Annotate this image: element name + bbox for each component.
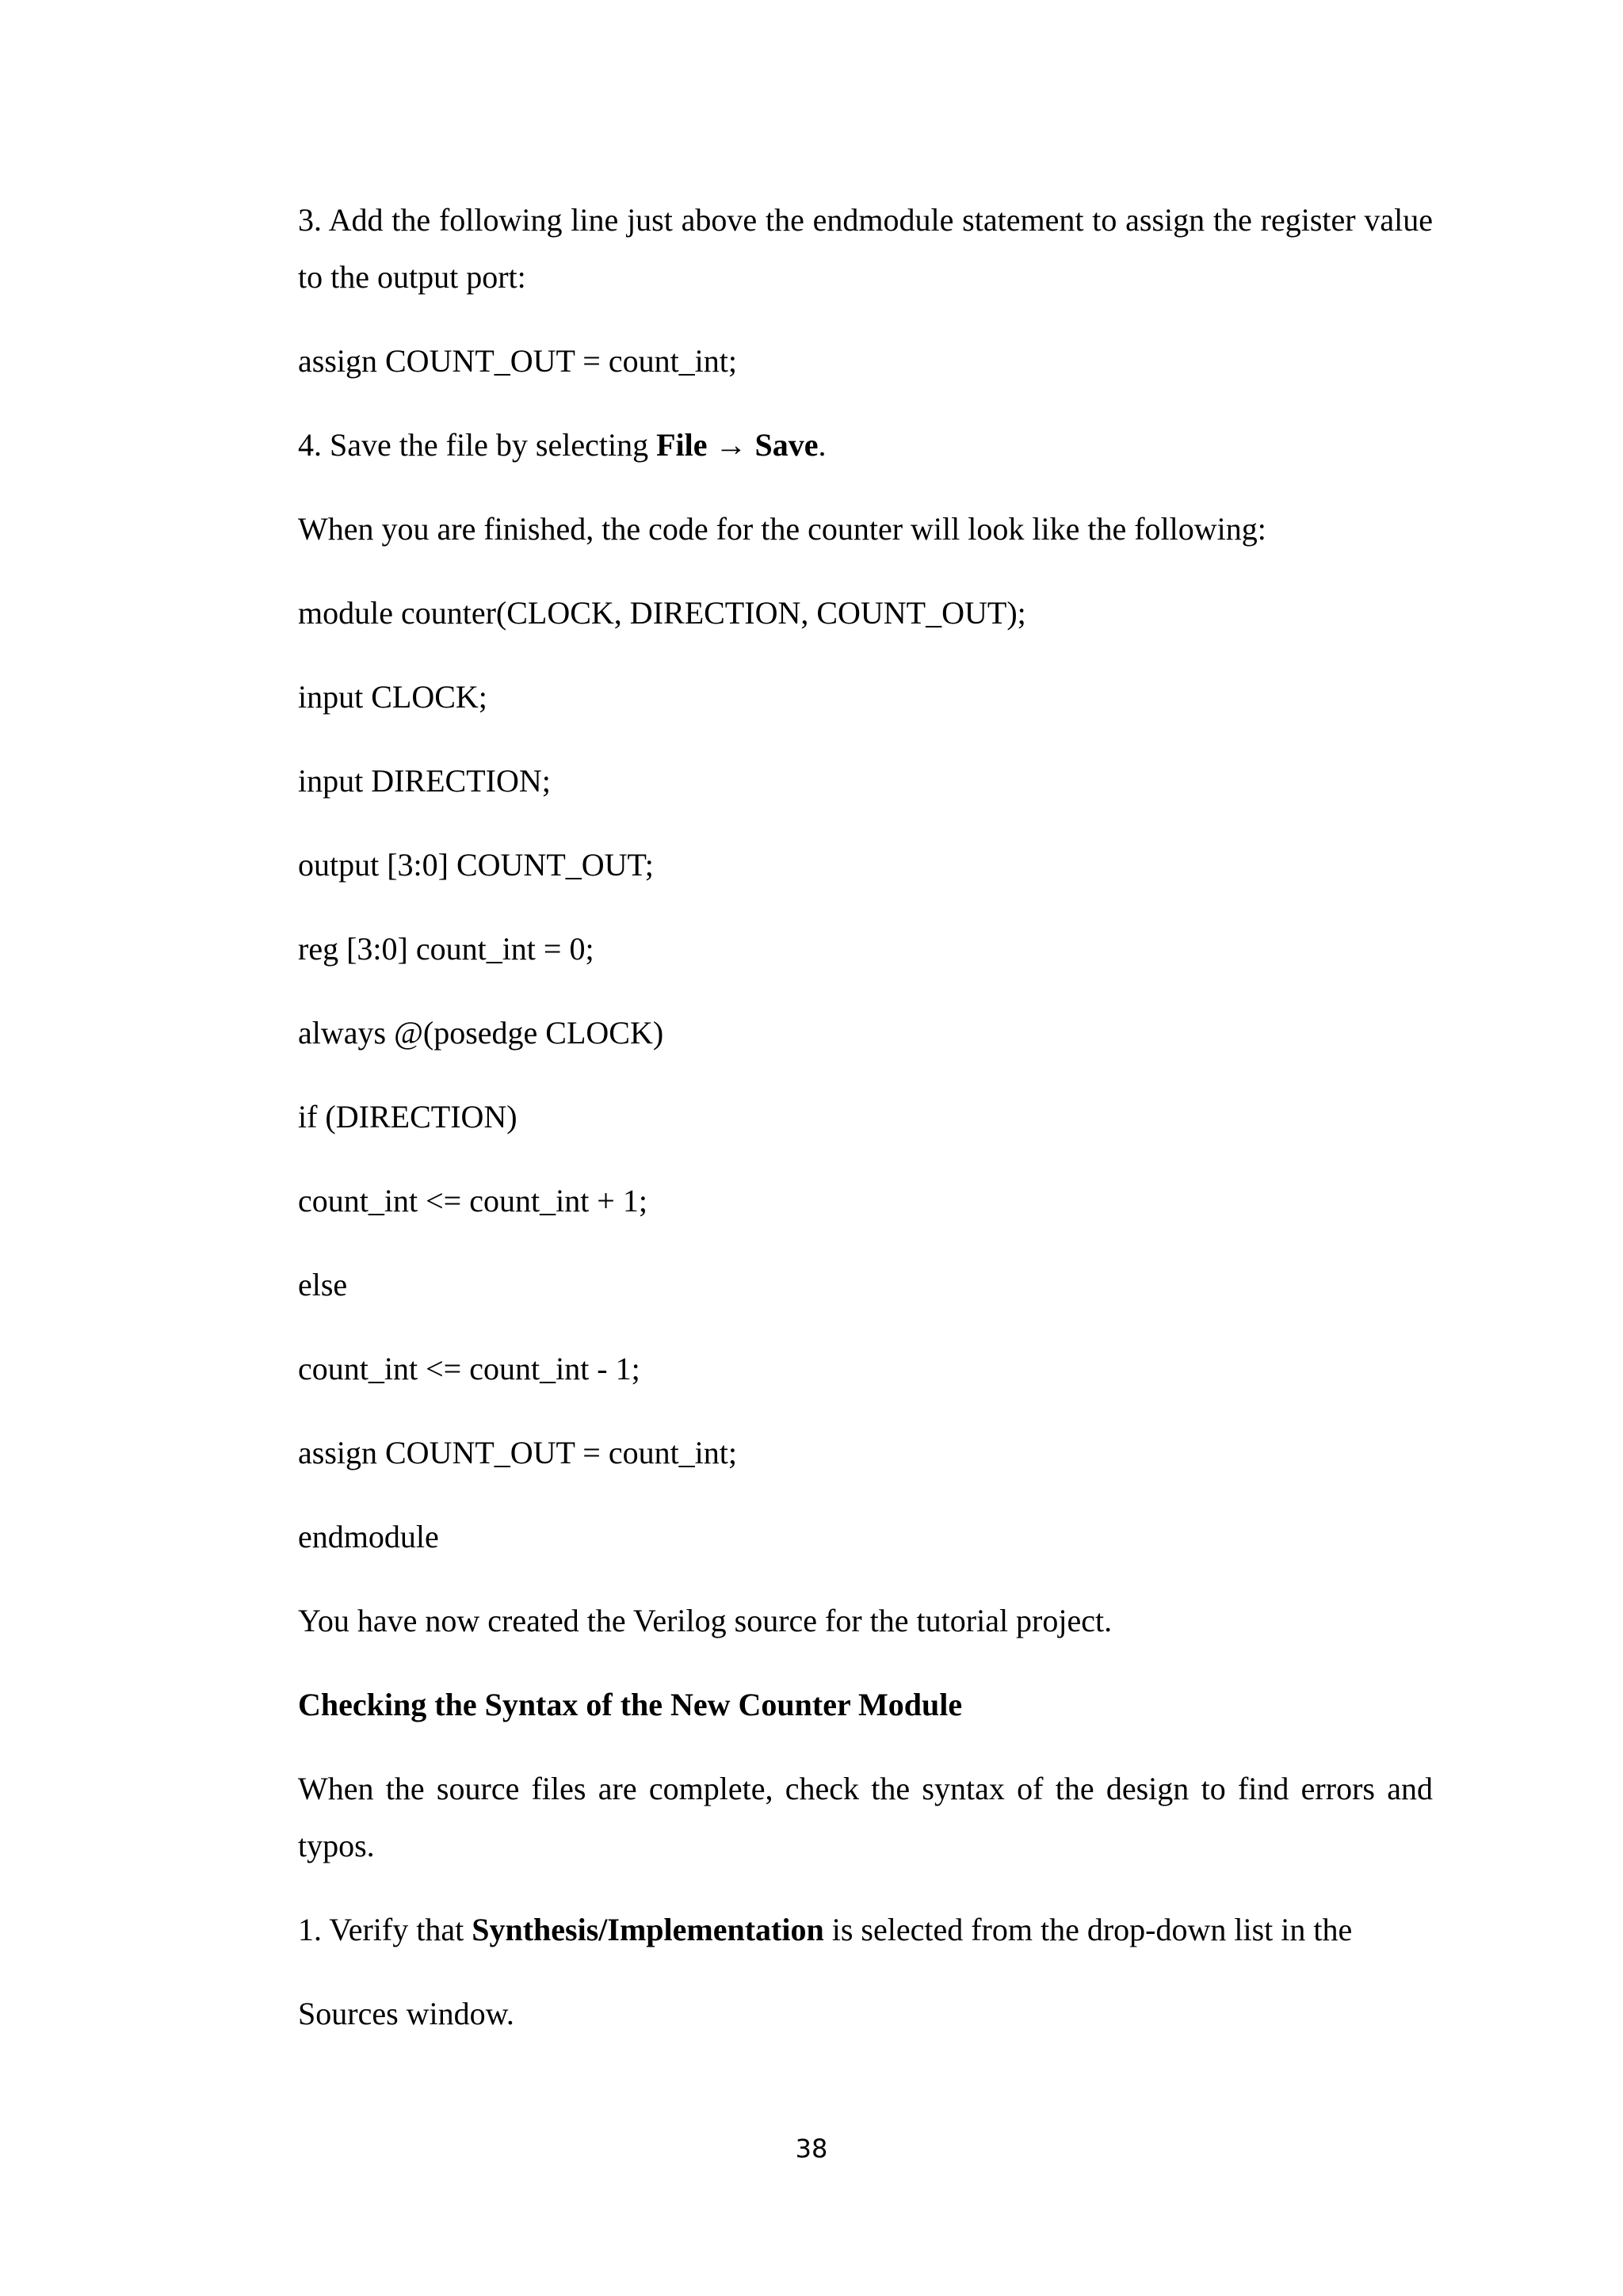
step-4-paragraph: [298, 417, 1433, 474]
code-line: reg [3:0] count_int = 0;: [298, 931, 594, 967]
step-4-prefix: 4. Save the file by selecting: [298, 427, 657, 463]
syntax-intro-paragraph: When the source files are complete, check the syntax of the design to find errors and typos.: [298, 1771, 1433, 1863]
step-4-menu-path: File → Save: [656, 427, 819, 463]
code-line: input CLOCK;: [298, 679, 487, 715]
finished-intro-paragraph: When you are finished, the code for the counter will look like the following:: [298, 511, 1266, 547]
step-4-suffix: .: [818, 427, 827, 463]
code-line: output [3:0] COUNT_OUT;: [298, 847, 654, 883]
code-line: input DIRECTION;: [298, 763, 551, 799]
code-line: if (DIRECTION): [298, 1099, 517, 1135]
code-line: module counter(CLOCK, DIRECTION, COUNT_OUT);: [298, 595, 1026, 631]
code-line: else: [298, 1267, 348, 1302]
step-1-option: Synthesis/Implementation: [472, 1912, 824, 1947]
code-line: always @(posedge CLOCK): [298, 1015, 664, 1051]
page-number: 38: [795, 2134, 828, 2164]
step-1-prefix: 1. Verify that: [298, 1912, 472, 1947]
step-3-paragraph: 3. Add the following line just above the endmodule statement to assign the register value to the output port:: [298, 202, 1433, 295]
code-line: endmodule: [298, 1519, 439, 1554]
code-line: assign COUNT_OUT = count_int;: [298, 1435, 738, 1470]
step-3-code-line: assign COUNT_OUT = count_int;: [298, 343, 738, 379]
code-line: count_int <= count_int + 1;: [298, 1183, 647, 1219]
step-1-paragraph: [298, 1901, 1433, 1958]
step-1-suffix: is selected from the drop-down list in the: [823, 1912, 1353, 1947]
section-heading: Checking the Syntax of the New Counter Module: [298, 1687, 963, 1722]
created-note-paragraph: You have now created the Verilog source for the tutorial project.: [298, 1603, 1113, 1638]
code-line: count_int <= count_int - 1;: [298, 1351, 640, 1386]
step-1-continuation: Sources window.: [298, 1996, 514, 2031]
